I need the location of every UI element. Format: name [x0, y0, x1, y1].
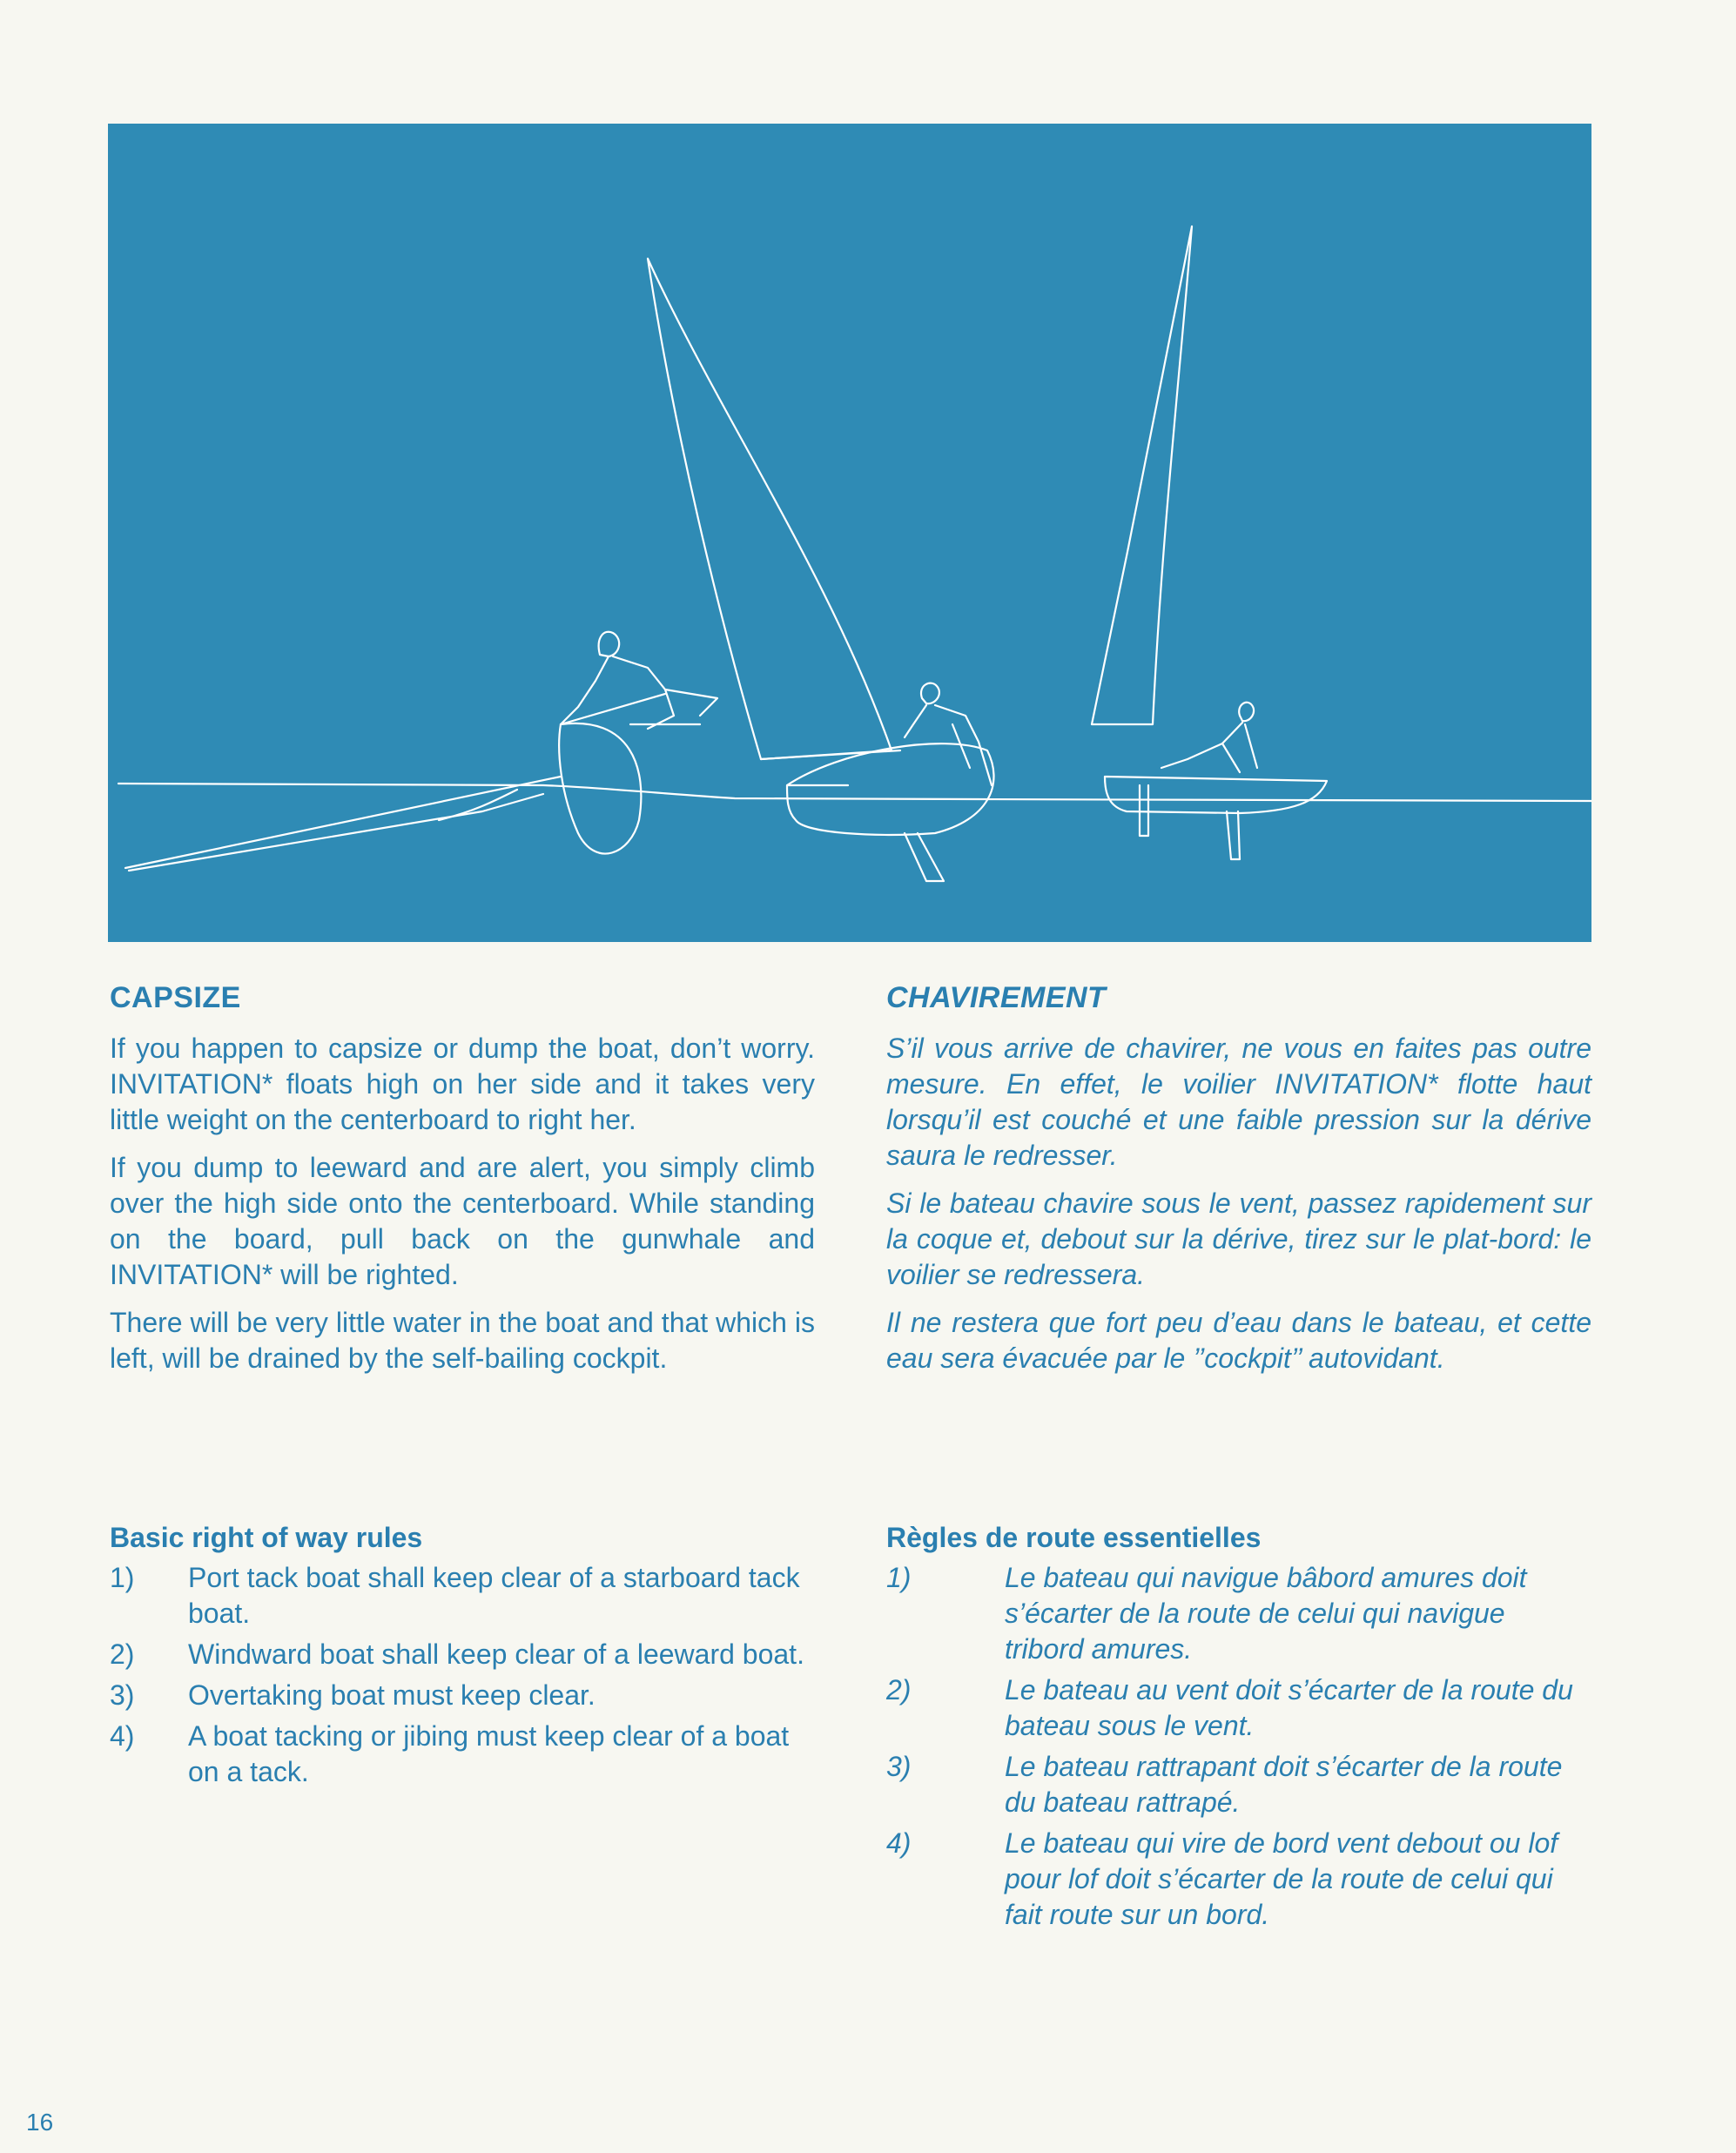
chavirement-paragraph: Il ne restera que fort peu d’eau dans le bateau, et cette eau sera évacuée par le ’’cockpit’’ autovidant.	[886, 1307, 1591, 1374]
rule-item-fr	[886, 1749, 1591, 1820]
rule-text: Le bateau qui vire de bord vent debout ou lof pour lof doit s’écarter de la route de celui qui fait route sur un bord.	[1005, 1827, 1558, 1930]
rule-item	[110, 1637, 815, 1672]
chavirement-paragraph: S’il vous arrive de chavirer, ne vous en faites pas outre mesure. En effet, le voilier INVITATION* flotte haut lorsqu’il est couché et une faible pression sur la dérive saura le redresser.	[886, 1033, 1591, 1171]
capsize-section-fr	[886, 980, 1591, 1376]
rule-item-fr	[886, 1672, 1591, 1744]
rules-title: Basic right of way rules	[110, 1522, 423, 1553]
rule-text: Overtaking boat must keep clear.	[188, 1679, 595, 1711]
rule-number: 4)	[886, 1827, 912, 1859]
rule-item	[110, 1678, 815, 1713]
rule-item	[110, 1560, 815, 1632]
capsize-paragraph: If you happen to capsize or dump the boat, don’t worry. INVITATION* floats high on her side and it takes very little weight on the centerboard to right her.	[110, 1033, 815, 1135]
rule-text: Le bateau au vent doit s’écarter de la route du bateau sous le vent.	[1005, 1674, 1573, 1741]
rule-number: 3)	[886, 1751, 912, 1782]
rule-text: Windward boat shall keep clear of a leeward boat.	[188, 1638, 804, 1670]
rule-item	[110, 1719, 815, 1790]
capsize-paragraph: If you dump to leeward and are alert, you simply climb over the high side onto the centerboard. While standing on the board, pull back on the gunwhale and INVITATION* will be righted.	[110, 1152, 815, 1290]
rules-title-fr: Règles de route essentielles	[886, 1522, 1262, 1553]
rule-number: 1)	[110, 1562, 135, 1593]
rule-number: 2)	[110, 1638, 135, 1670]
rules-section-fr	[886, 1520, 1591, 1933]
rule-number: 2)	[886, 1674, 912, 1706]
rule-number: 4)	[110, 1720, 135, 1752]
capsize-paragraph: There will be very little water in the boat and that which is left, will be drained by the self-bailing cockpit.	[110, 1307, 815, 1374]
chavirement-paragraph: Si le bateau chavire sous le vent, passez rapidement sur la coque et, debout sur la dérive, tirez sur le plat-bord: le voilier se redressera.	[886, 1188, 1591, 1290]
right-hull	[1105, 777, 1327, 813]
page-number: 16	[26, 2109, 54, 2136]
middle-hull	[787, 743, 994, 835]
rule-text: Le bateau qui navigue bâbord amures doit s’écarter de la route de celui qui navigue tribord amures.	[1005, 1562, 1527, 1665]
rule-item-fr	[886, 1560, 1591, 1667]
chavirement-title: CHAVIREMENT	[886, 981, 1107, 1014]
rule-number: 1)	[886, 1562, 912, 1593]
capsize-title: CAPSIZE	[110, 981, 241, 1014]
rule-text: Le bateau rattrapant doit s’écarter de la route du bateau rattrapé.	[1005, 1751, 1563, 1818]
rule-text: Port tack boat shall keep clear of a starboard tack boat.	[188, 1562, 800, 1629]
capsize-section-en	[110, 980, 815, 1376]
water-line	[118, 784, 1591, 801]
sailboat-drawing	[108, 124, 1591, 942]
sail-middle	[648, 259, 892, 759]
rules-section-en	[110, 1520, 815, 1790]
rule-item-fr	[886, 1826, 1591, 1933]
sail-right	[1092, 226, 1192, 724]
capsize-illustration	[108, 124, 1591, 942]
rule-text: A boat tacking or jibing must keep clear of a boat on a tack.	[188, 1720, 790, 1787]
rule-number: 3)	[110, 1679, 135, 1711]
wake-line	[125, 777, 561, 868]
